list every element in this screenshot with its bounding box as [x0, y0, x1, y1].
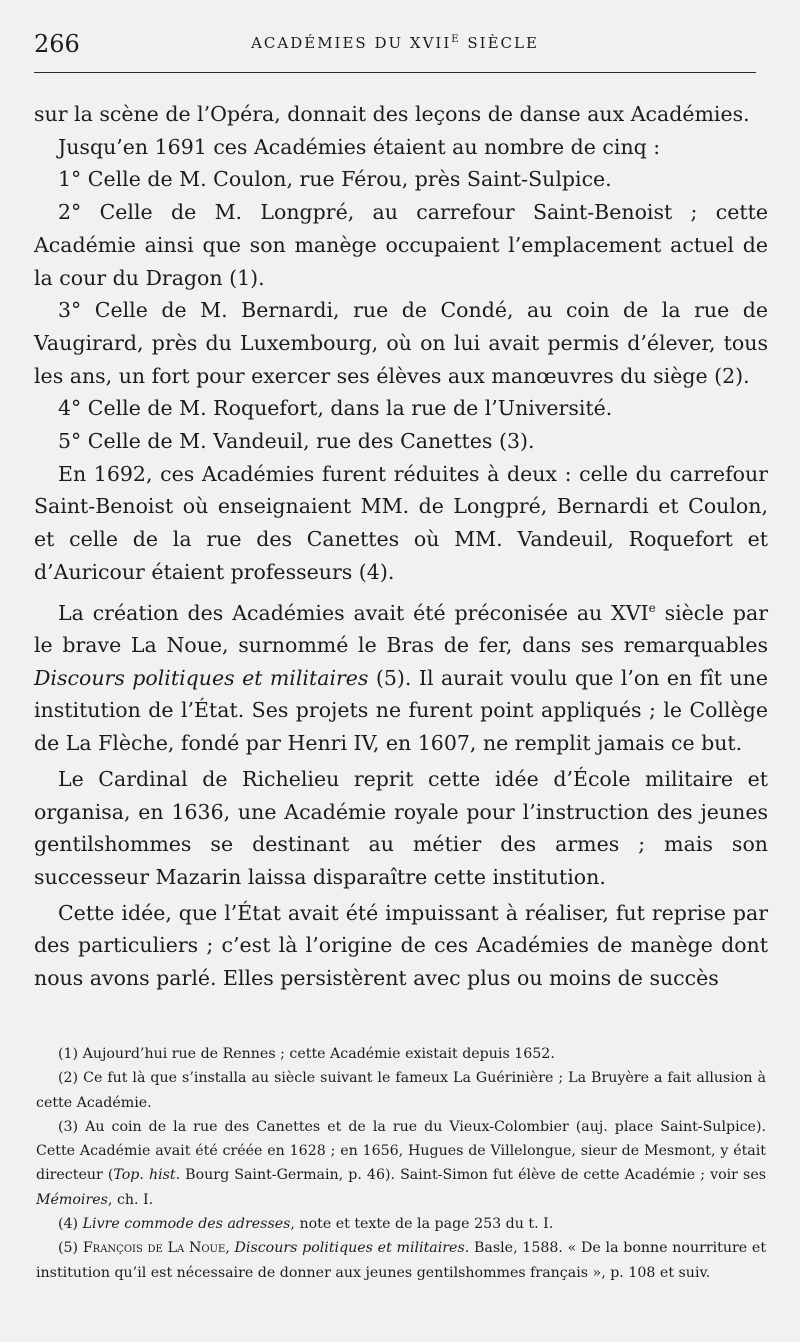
paragraph: En 1692, ces Académies furent réduites à deux : celle du carrefour Saint-Benoist où enseignaient MM. de Longpré, Bernardi et Coulon, et celle de la rue des Canettes où MM. Vandeuil, Roquefort et d’Auricour étaient professeurs (4). — [34, 461, 768, 584]
footnotes — [36, 1042, 766, 1285]
footnote: (3) Au coin de la rue des Canettes et de la rue du Vieux-Colombier (auj. place Saint-Sulpice). Cette Académie avait été créée en 1628 ; en 1656, Hugues de Villelongue, sieur de Mesmont, y était directeur (Top. hist. Bourg Saint-Germain, p. 46). Saint-Simon fut élève de cette Académie ; voir ses Mémoires, ch. I. — [36, 1118, 766, 1208]
author-name: François de La Noue — [82, 1240, 226, 1257]
paragraph: 1° Celle de M. Coulon, rue Férou, près Saint-Sulpice. — [58, 167, 612, 192]
paragraph: sur la scène de l’Opéra, donnait des leçons de danse aux Académies. — [34, 102, 750, 126]
footnote: (4) Livre commode des adresses, note et texte de la page 253 du t. I. — [58, 1216, 554, 1233]
main-text — [34, 98, 768, 995]
running-head — [34, 28, 756, 64]
footnote: (2) Ce fut là que s’installa au siècle suivant le fameux La Guérinière ; La Bruyère a fait allusion à cette Académie. — [36, 1070, 766, 1111]
paragraph: 5° Celle de M. Vandeuil, rue des Canettes (3). — [58, 429, 535, 454]
footnote: (5) François de La Noue, Discours politiques et militaires. Basle, 1588. « De la bonne nourriture et institution qu’il est nécessaire de donner aux jeunes gentilshommes français », p. 108 et suiv. — [36, 1240, 767, 1281]
paragraph: 2° Celle de M. Longpré, au carrefour Saint-Benoist ; cette Académie ainsi que son manège occupaient l’emplacement actuel de la cour du Dragon (1). — [34, 200, 768, 290]
book-title: Discours politiques et militaires — [34, 665, 369, 690]
footnote: (1) Aujourd’hui rue de Rennes ; cette Académie existait depuis 1652. — [58, 1046, 555, 1062]
header-rule — [34, 72, 756, 73]
paragraph: Cette idée, que l’État avait été impuissant à réaliser, fut reprise par des particuliers ; c’est là l’origine de ces Académies de manège dont nous avons parlé. Elles persistèrent avec plus ou moins de succès — [34, 900, 768, 991]
running-title: ACADÉMIES DU $XVII^E$ SIÈCLE — [251, 34, 539, 52]
paragraph: Le Cardinal de Richelieu reprit cette idée d’École militaire et organisa, en 1636, une Académie royale pour l’instruction des jeunes gentilshommes se destinant au métier des armes ; mais son successeur Mazarin laissa disparaître cette institution. — [34, 766, 768, 889]
paragraph: 3° Celle de M. Bernardi, rue de Condé, au coin de la rue de Vaugirard, près du Luxembourg, où on lui avait permis d’élever, tous les ans, un fort pour exercer ses élèves aux manœuvres du siège (2). — [34, 298, 768, 388]
paragraph: La création des Académies avait été préconisée au XVIe siècle par le brave La Noue, surnommé le Bras de fer, dans ses remarquables Discours politiques et militaires (5). Il aurait voulu que l’on en fît une institution de l’État. Ses projets ne furent point appliqués ; le Collège de La Flèche, fondé par Henri IV, en 1607, ne remplit jamais ce but. — [34, 600, 768, 756]
page-number: 266 — [34, 30, 80, 58]
paragraph: 4° Celle de M. Roquefort, dans la rue de l’Université. — [58, 396, 613, 421]
paragraph: Jusqu’en 1691 ces Académies étaient au nombre de cinq : — [58, 134, 661, 159]
